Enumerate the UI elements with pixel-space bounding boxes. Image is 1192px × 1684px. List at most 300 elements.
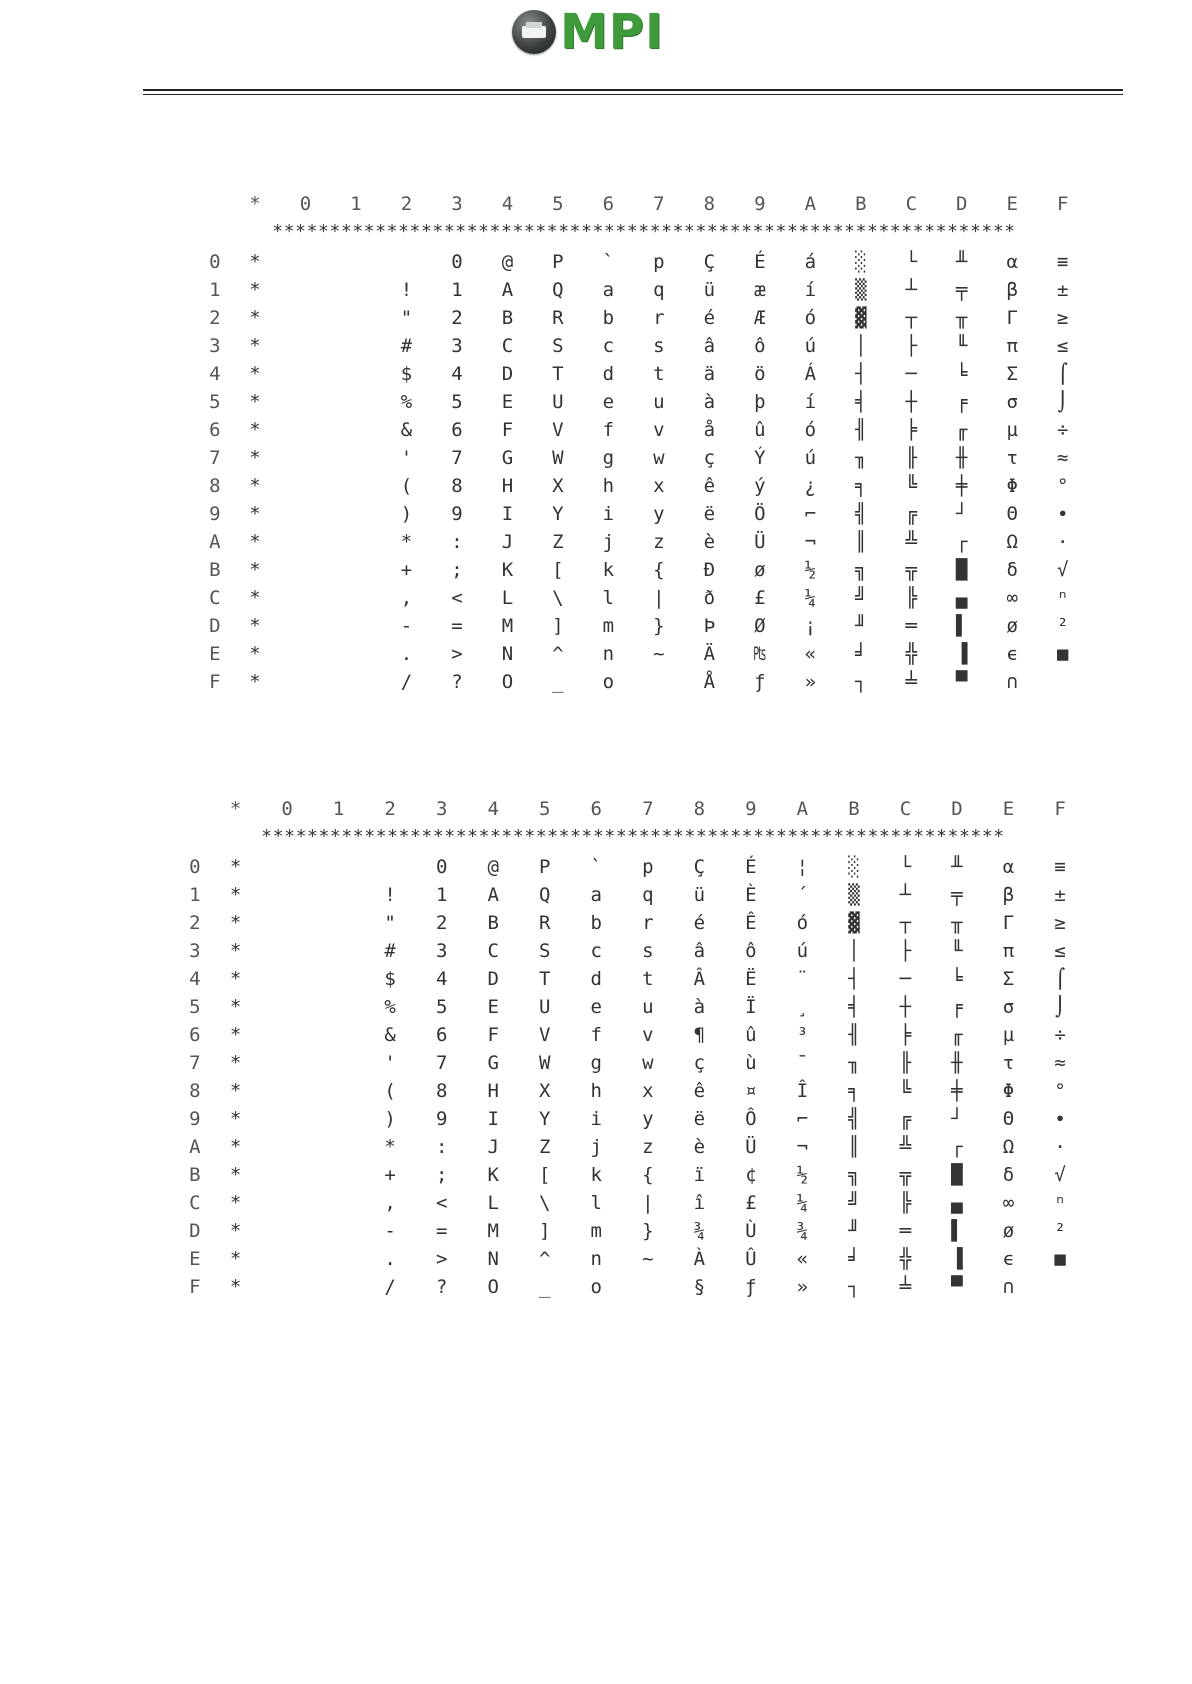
char-cell <box>261 1077 313 1105</box>
table-row <box>200 528 1088 556</box>
char-cell: ¶ <box>693 1024 706 1046</box>
char-cell: ╬ <box>899 1248 912 1270</box>
char-cell: ∩ <box>1006 671 1018 693</box>
char-cell: Y <box>552 503 564 525</box>
char-cell: t <box>642 968 654 990</box>
char-cell: p <box>642 856 654 878</box>
column-header-row <box>200 190 1088 218</box>
char-cell: ë <box>703 503 716 525</box>
charset-table-2 <box>180 795 1086 1301</box>
char-cell: £ <box>754 587 766 609</box>
table-row <box>180 1161 1086 1189</box>
char-cell: µ <box>1006 419 1018 441</box>
char-cell: δ <box>1002 1164 1015 1186</box>
char-cell <box>280 388 330 416</box>
char-cell: $ <box>384 968 396 990</box>
char-cell: ´ <box>796 884 809 906</box>
char-cell: Z <box>552 531 564 553</box>
char-cell: 8 <box>435 1080 448 1102</box>
char-cell <box>313 1217 365 1245</box>
char-cell: ¯ <box>796 1052 809 1074</box>
char-cell: ╤ <box>956 279 968 301</box>
row-separator: * <box>229 1052 242 1074</box>
char-cell: █ <box>956 559 968 581</box>
char-cell: Ý <box>754 447 766 469</box>
char-cell: k <box>590 1164 602 1186</box>
char-cell: " <box>384 912 396 934</box>
char-cell: β <box>1006 279 1018 301</box>
char-cell: ▐ <box>956 643 968 665</box>
char-cell: a <box>590 884 602 906</box>
char-cell: ╝ <box>848 1192 860 1214</box>
table-row <box>180 965 1086 993</box>
column-header-cell: F <box>1057 193 1069 215</box>
row-separator: * <box>249 279 261 301</box>
table-row <box>180 1217 1086 1245</box>
char-cell: c <box>590 940 602 962</box>
char-cell: « <box>804 643 817 665</box>
char-cell <box>331 556 381 584</box>
char-cell: \ <box>539 1192 551 1214</box>
char-cell: ╪ <box>956 475 968 497</box>
char-cell: ╢ <box>855 419 867 441</box>
char-cell: û <box>745 1024 757 1046</box>
char-cell <box>280 556 330 584</box>
asterisk-separator: ***************************************************************** <box>261 825 1005 847</box>
char-cell: ô <box>745 940 757 962</box>
char-cell: À <box>693 1248 706 1270</box>
char-cell: Q <box>552 279 564 301</box>
char-cell: ╙ <box>951 940 963 962</box>
char-cell: R <box>552 307 564 329</box>
char-cell: Φ <box>1002 1080 1015 1102</box>
char-cell: 8 <box>451 475 463 497</box>
char-cell: O <box>487 1276 499 1298</box>
char-cell: ó <box>804 307 817 329</box>
char-cell: * <box>400 531 413 553</box>
char-cell: 4 <box>435 968 448 990</box>
char-cell: ∩ <box>1002 1276 1015 1298</box>
row-label: 9 <box>209 503 221 525</box>
char-cell: ┐ <box>848 1276 860 1298</box>
char-cell: l <box>590 1192 602 1214</box>
char-cell: j <box>590 1136 602 1158</box>
char-cell <box>261 965 313 993</box>
char-cell: Þ <box>703 615 716 637</box>
char-cell: g <box>602 447 615 469</box>
char-cell: S <box>552 335 564 357</box>
char-cell: ╞ <box>905 419 918 441</box>
char-cell: x <box>642 1080 654 1102</box>
table-row <box>200 444 1088 472</box>
char-cell <box>331 416 381 444</box>
char-cell: u <box>653 391 665 413</box>
char-cell: ▀ <box>956 671 968 693</box>
char-cell: I <box>487 1108 499 1130</box>
row-separator: * <box>229 996 242 1018</box>
char-cell: K <box>487 1164 499 1186</box>
char-cell: ¾ <box>796 1220 809 1242</box>
char-cell: ' <box>384 1052 396 1074</box>
row-separator: * <box>249 671 261 693</box>
char-cell: √ <box>1054 1164 1066 1186</box>
char-cell: │ <box>855 335 867 357</box>
char-cell: ├ <box>905 335 918 357</box>
char-cell: ° <box>1057 475 1069 497</box>
char-cell: b <box>590 912 602 934</box>
table-row <box>180 909 1086 937</box>
char-cell: N <box>487 1248 499 1270</box>
char-cell: ¬ <box>804 531 817 553</box>
char-cell: ⌡ <box>1054 996 1066 1018</box>
row-separator: * <box>249 363 261 385</box>
table-row <box>180 1133 1086 1161</box>
row-separator: * <box>249 335 261 357</box>
column-header-cell: D <box>956 193 968 215</box>
char-cell: y <box>642 1108 654 1130</box>
char-cell: Ä <box>703 643 716 665</box>
char-cell: K <box>501 559 514 581</box>
char-cell: Đ <box>703 559 716 581</box>
char-cell: x <box>653 475 665 497</box>
char-cell: 7 <box>435 1052 448 1074</box>
char-cell: u <box>642 996 654 1018</box>
char-cell: ╗ <box>848 1164 860 1186</box>
mpi-logo <box>512 6 664 58</box>
char-cell: § <box>693 1276 706 1298</box>
column-header-cell: 6 <box>590 798 602 820</box>
char-cell: ¨ <box>796 968 809 990</box>
char-cell: T <box>539 968 551 990</box>
row-separator: * <box>229 1024 242 1046</box>
char-cell: X <box>539 1080 551 1102</box>
column-header-cell: 1 <box>350 193 362 215</box>
char-cell: ╫ <box>956 447 968 469</box>
char-cell <box>313 993 365 1021</box>
char-cell: é <box>703 307 716 329</box>
column-header-cell: A <box>804 193 817 215</box>
char-cell: D <box>487 968 499 990</box>
char-cell: ╔ <box>899 1108 912 1130</box>
row-label: 3 <box>189 940 201 962</box>
char-cell: S <box>539 940 551 962</box>
table-row <box>200 304 1088 332</box>
char-cell <box>261 937 313 965</box>
char-cell: > <box>451 643 463 665</box>
char-cell: ╖ <box>848 1052 860 1074</box>
char-cell: ƒ <box>754 671 766 693</box>
char-cell: ╟ <box>905 447 918 469</box>
char-cell: s <box>642 940 654 962</box>
char-cell: ║ <box>848 1136 860 1158</box>
char-cell: ë <box>693 1108 706 1130</box>
char-cell: ╞ <box>899 1024 912 1046</box>
char-cell: U <box>539 996 551 1018</box>
table-row <box>180 1189 1086 1217</box>
char-cell: ~ <box>642 1248 654 1270</box>
char-cell: G <box>501 447 514 469</box>
char-cell: y <box>653 503 665 525</box>
char-cell <box>331 332 381 360</box>
char-cell <box>313 1189 365 1217</box>
char-cell: ┴ <box>905 279 918 301</box>
char-cell: g <box>590 1052 602 1074</box>
char-cell: È <box>745 884 757 906</box>
char-cell: ϵ <box>1002 1248 1015 1270</box>
header-rule-top <box>143 89 1123 91</box>
char-cell: 6 <box>451 419 463 441</box>
char-cell: É <box>754 251 766 273</box>
char-cell: ≡ <box>1054 856 1066 878</box>
char-cell: Γ <box>1006 307 1018 329</box>
char-cell: δ <box>1006 559 1018 581</box>
table-row <box>180 993 1086 1021</box>
char-cell: β <box>1002 884 1015 906</box>
char-cell: ─ <box>899 968 912 990</box>
char-cell: @ <box>487 856 499 878</box>
char-cell: E <box>501 391 514 413</box>
char-cell: ⌠ <box>1057 363 1069 385</box>
char-cell: └ <box>899 856 912 878</box>
char-cell: ¾ <box>693 1220 706 1242</box>
char-cell: b <box>602 307 615 329</box>
char-cell: X <box>552 475 564 497</box>
char-cell: _ <box>552 671 564 693</box>
char-cell: v <box>653 419 665 441</box>
row-separator: * <box>249 419 261 441</box>
header-rule-bottom <box>143 94 1123 95</box>
column-header-cell: 9 <box>754 193 766 215</box>
char-cell <box>331 500 381 528</box>
row-separator: * <box>249 307 261 329</box>
char-cell: V <box>552 419 564 441</box>
char-cell: ⌠ <box>1054 968 1066 990</box>
char-cell: B <box>487 912 499 934</box>
column-header-cell: 4 <box>501 193 514 215</box>
char-cell: ▓ <box>855 307 867 329</box>
char-cell: Σ <box>1006 363 1018 385</box>
table-row <box>180 937 1086 965</box>
char-cell: m <box>602 615 615 637</box>
char-cell: ≤ <box>1054 940 1066 962</box>
char-cell: ∙ <box>1054 1108 1066 1130</box>
char-cell: Ü <box>745 1136 757 1158</box>
char-cell: ┌ <box>956 531 968 553</box>
char-cell: æ <box>754 279 766 301</box>
char-cell: ó <box>804 419 817 441</box>
table-row <box>180 1105 1086 1133</box>
char-cell: ÷ <box>1054 1024 1066 1046</box>
column-header-cell: 5 <box>539 798 551 820</box>
char-cell: ° <box>1054 1080 1066 1102</box>
char-cell: H <box>487 1080 499 1102</box>
char-cell: ± <box>1054 884 1066 906</box>
column-header-cell: 3 <box>451 193 463 215</box>
column-header-cell: 4 <box>487 798 499 820</box>
char-cell <box>364 853 416 881</box>
row-label: A <box>209 531 221 553</box>
char-cell: 2 <box>435 912 448 934</box>
row-label: 7 <box>209 447 221 469</box>
char-cell: + <box>400 559 413 581</box>
row-separator: * <box>249 587 261 609</box>
char-cell: ≈ <box>1054 1052 1066 1074</box>
char-cell: ÷ <box>1057 419 1069 441</box>
char-cell: C <box>487 940 499 962</box>
char-cell <box>280 360 330 388</box>
row-separator: * <box>229 884 242 906</box>
char-cell: » <box>796 1276 809 1298</box>
char-cell: τ <box>1006 447 1018 469</box>
char-cell: ╓ <box>951 1024 963 1046</box>
char-cell: ; <box>435 1164 448 1186</box>
char-cell: J <box>501 531 514 553</box>
char-cell: , <box>400 587 413 609</box>
char-cell: 9 <box>435 1108 448 1130</box>
char-cell: Y <box>539 1108 551 1130</box>
char-cell <box>331 668 381 696</box>
row-separator: * <box>249 503 261 525</box>
char-cell: M <box>501 615 514 637</box>
row-label: D <box>189 1220 201 1242</box>
char-cell <box>261 993 313 1021</box>
char-cell: ┴ <box>899 884 912 906</box>
char-cell: 3 <box>451 335 463 357</box>
char-cell: ≈ <box>1057 447 1069 469</box>
char-cell: σ <box>1006 391 1018 413</box>
char-cell: ô <box>754 335 766 357</box>
char-cell: U <box>552 391 564 413</box>
table-row <box>180 1273 1086 1301</box>
char-cell: ± <box>1057 279 1069 301</box>
row-separator: * <box>229 1136 242 1158</box>
char-cell: · <box>1057 531 1069 553</box>
char-cell: à <box>703 391 716 413</box>
row-label: 8 <box>209 475 221 497</box>
char-cell: ç <box>693 1052 706 1074</box>
char-cell: ⌐ <box>804 503 817 525</box>
char-cell: ┘ <box>951 1108 963 1130</box>
char-cell: ╕ <box>848 1080 860 1102</box>
char-cell: ¼ <box>796 1192 809 1214</box>
char-cell: h <box>602 475 615 497</box>
char-cell: ø <box>1002 1220 1015 1242</box>
char-cell: ┤ <box>848 968 860 990</box>
char-cell: ø <box>1006 615 1018 637</box>
column-header-cell: 0 <box>299 193 312 215</box>
char-cell <box>313 853 365 881</box>
char-cell: z <box>642 1136 654 1158</box>
char-cell: 3 <box>435 940 448 962</box>
char-cell: " <box>400 307 413 329</box>
char-cell: l <box>602 587 615 609</box>
char-cell: ( <box>384 1080 396 1102</box>
table-row <box>180 881 1086 909</box>
char-cell: e <box>590 996 602 1018</box>
char-cell: P <box>539 856 551 878</box>
char-cell <box>313 1077 365 1105</box>
char-cell: > <box>435 1248 448 1270</box>
table-row <box>180 1245 1086 1273</box>
char-cell: < <box>435 1192 448 1214</box>
char-cell: ð <box>703 587 716 609</box>
char-cell: L <box>487 1192 499 1214</box>
char-cell: √ <box>1057 559 1069 581</box>
char-cell <box>331 612 381 640</box>
char-cell: ╥ <box>951 912 963 934</box>
char-cell: ! <box>400 279 413 301</box>
char-cell: ╒ <box>956 391 968 413</box>
row-separator: * <box>229 968 242 990</box>
char-cell: î <box>693 1192 706 1214</box>
char-cell: = <box>435 1220 448 1242</box>
column-header-cell: 9 <box>745 798 757 820</box>
char-cell: q <box>653 279 665 301</box>
char-cell <box>280 444 330 472</box>
char-cell: ½ <box>796 1164 809 1186</box>
char-cell: ╨ <box>951 856 963 878</box>
char-cell: 1 <box>435 884 448 906</box>
table-row <box>200 472 1088 500</box>
column-header-cell: 5 <box>552 193 564 215</box>
column-header-cell <box>200 190 230 218</box>
row-label: D <box>209 615 221 637</box>
char-cell: ╣ <box>848 1108 860 1130</box>
char-cell: O <box>501 671 514 693</box>
char-cell: ϵ <box>1006 643 1018 665</box>
char-cell: ≤ <box>1057 335 1069 357</box>
char-cell: D <box>501 363 514 385</box>
row-separator: * <box>229 940 242 962</box>
char-cell: ═ <box>905 615 918 637</box>
char-cell: ┘ <box>956 503 968 525</box>
char-cell: « <box>796 1248 809 1270</box>
char-cell: 9 <box>451 503 463 525</box>
asterisk-separator: ***************************************************************** <box>272 220 1016 242</box>
char-cell: f <box>602 419 615 441</box>
char-cell <box>331 472 381 500</box>
char-cell: } <box>653 615 665 637</box>
char-cell <box>280 640 330 668</box>
char-cell: a <box>602 279 615 301</box>
column-header-cell: E <box>1002 798 1015 820</box>
char-cell: ╩ <box>899 1136 912 1158</box>
char-cell: ╛ <box>855 643 867 665</box>
char-cell: í <box>804 391 817 413</box>
char-cell <box>1038 668 1089 696</box>
char-cell: ó <box>796 912 809 934</box>
char-cell <box>261 1021 313 1049</box>
char-cell: ê <box>693 1080 706 1102</box>
char-cell: » <box>804 671 817 693</box>
char-cell: ≡ <box>1057 251 1069 273</box>
row-separator: * <box>249 643 261 665</box>
char-cell <box>313 1161 365 1189</box>
column-header-cell: * <box>249 193 261 215</box>
char-cell: ä <box>703 363 716 385</box>
char-cell: J <box>487 1136 499 1158</box>
row-label: 2 <box>189 912 201 934</box>
row-separator: * <box>249 391 261 413</box>
table-row <box>200 556 1088 584</box>
column-header-row <box>180 795 1086 823</box>
row-label: 9 <box>189 1108 201 1130</box>
char-cell: ┼ <box>905 391 918 413</box>
char-cell <box>381 248 431 276</box>
char-cell: ╦ <box>905 559 918 581</box>
char-cell: B <box>501 307 514 329</box>
row-label: E <box>189 1248 201 1270</box>
